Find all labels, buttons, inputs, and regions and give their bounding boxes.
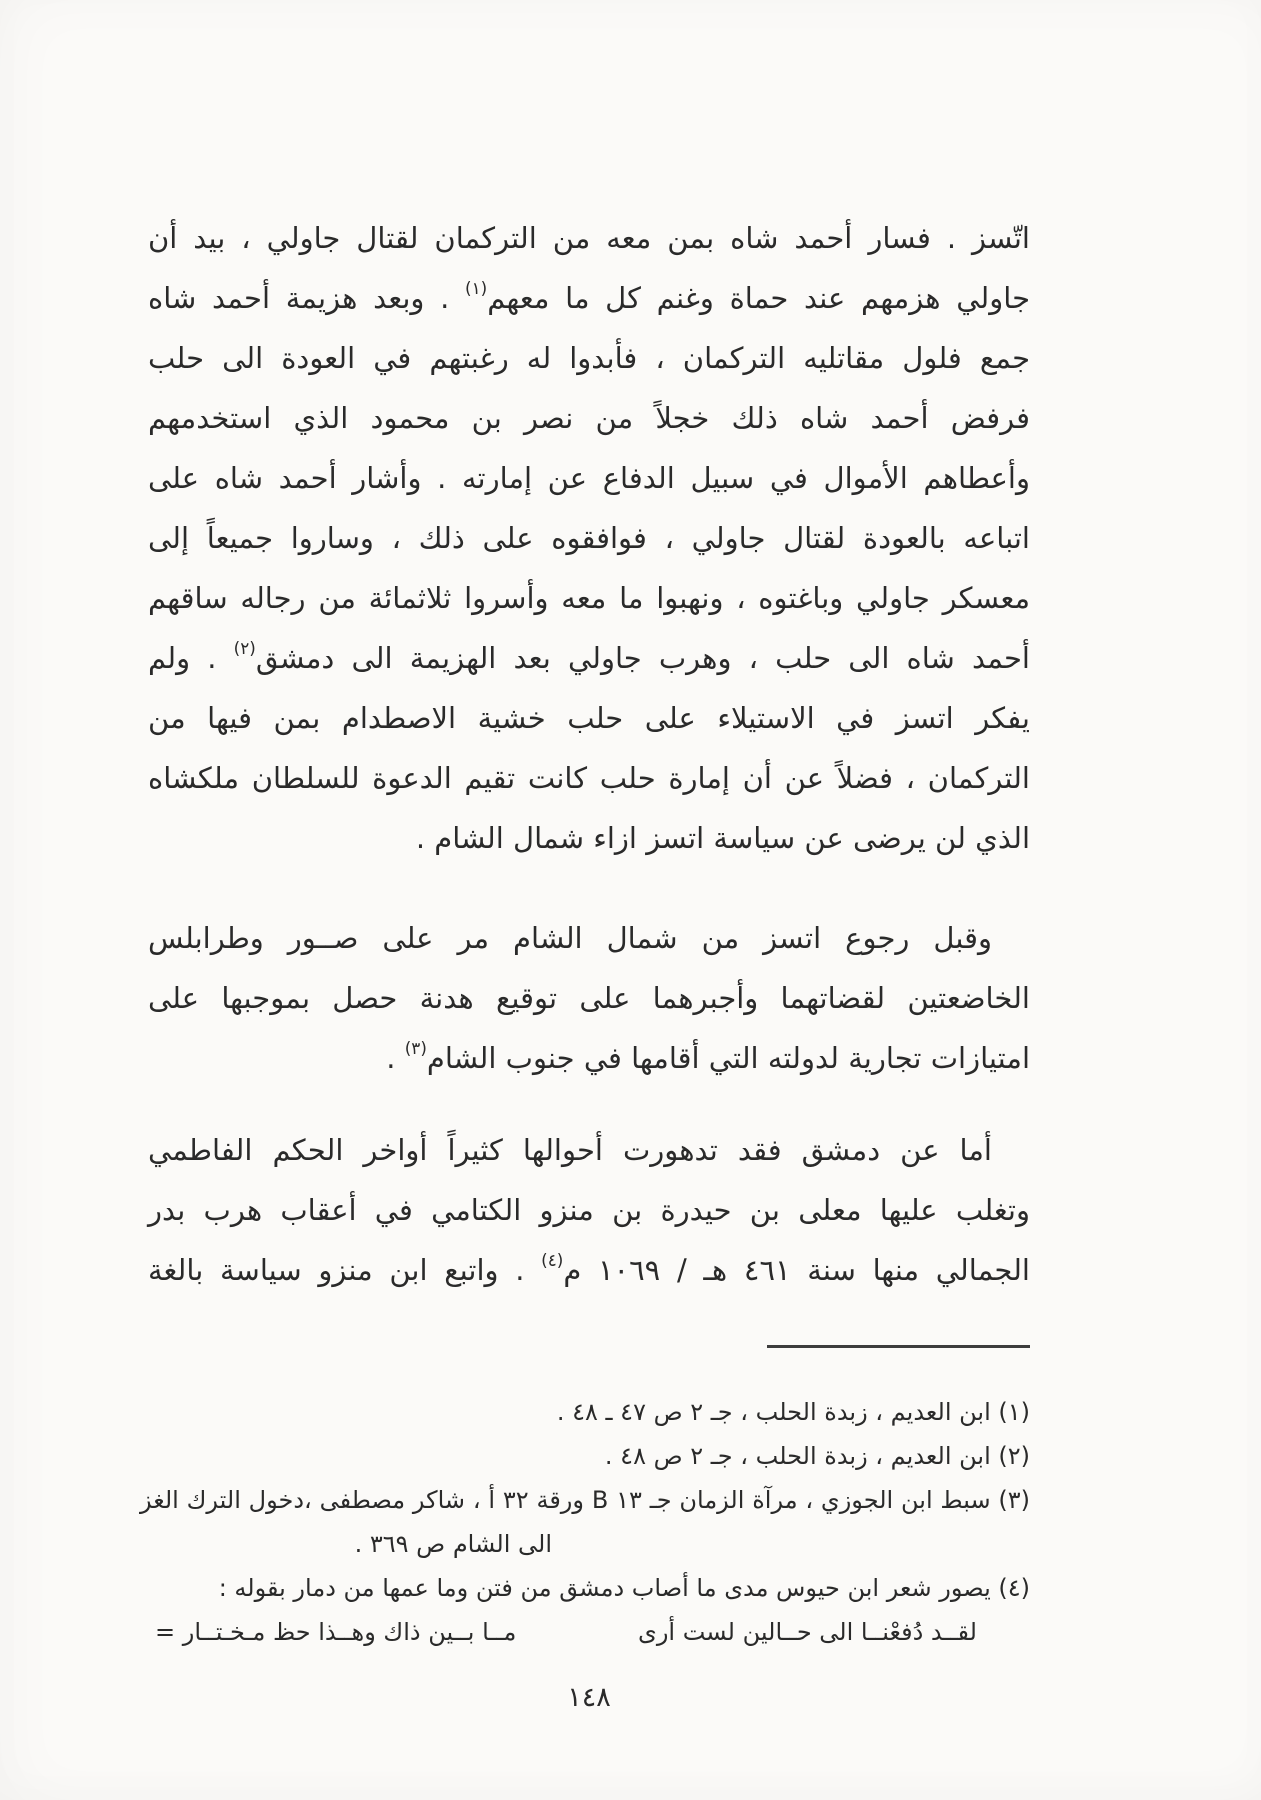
body-line-3: جمع فلول مقاتليه التركمان ، فأبدوا له رغبتهم في العودة الى حلب (148, 341, 1030, 375)
paragraph-1 (148, 208, 1030, 868)
body-line-12: وقبل رجوع اتسز من شمال الشام مر على صــور وطرابلس (148, 921, 992, 955)
body-line-8 (148, 628, 1030, 688)
page-number: ١٤٨ (567, 1682, 611, 1713)
verse-left-hemistich: مــا بــين ذاك وهــذا حظ مـخـتــار = (155, 1618, 517, 1646)
footnote-ref-4: (٤) (541, 1250, 564, 1270)
body-line-6: اتباعه بالعودة لقتال جاولي ، فوافقوه على ذلك ، وساروا جميعاً إلى (148, 521, 1030, 555)
text-segment: . وبعد هزيمة أحمد شاه (148, 281, 466, 315)
body-line-11: الذي لن يرضى عن سياسة اتسز ازاء شمال الشام . (415, 821, 1030, 855)
footnote-ref-1: (١) (465, 278, 488, 298)
paragraph-3 (148, 1120, 1030, 1300)
body-line-7: معسكر جاولي وباغتوه ، ونهبوا ما معه وأسروا ثلاثمائة من رجاله ساقهم (148, 581, 1030, 615)
footnote-3-line-2: الى الشام ص ٣٦٩ . (354, 1530, 552, 1558)
body-line-9: يفكر اتسز في الاستيلاء على حلب خشية الاصطدام بمن فيها من (148, 701, 1030, 735)
body-text (148, 208, 1030, 1300)
text-segment: امتيازات تجارية لدولته التي أقامها في جنوب الشام (426, 1041, 1030, 1075)
verse-right-hemistich: لقــد دُفعْنــا الى حــالين لست أرى (638, 1618, 977, 1646)
text-segment: . ولم (148, 641, 234, 675)
text-segment: الجمالي منها سنة ٤٦١ هـ / ١٠٦٩ م (563, 1253, 1030, 1287)
body-line-14 (148, 1028, 1030, 1088)
body-line-13: الخاضعتين لقضاتهما وأجبرهما على توقيع هدنة حصل بموجبها على (148, 981, 1030, 1015)
body-line-16: وتغلب عليها معلى بن حيدرة بن منزو الكتامي في أعقاب هرب بدر (148, 1193, 1030, 1227)
body-line-2 (148, 268, 1030, 328)
footnote-ref-2: (٢) (233, 638, 256, 658)
text-segment: جاولي هزمهم عند حماة وغنم كل ما معهم (487, 281, 1030, 315)
body-line-4: فرفض أحمد شاه ذلك خجلاً من نصر بن محمود الذي استخدمهم (148, 401, 1030, 435)
text-segment: أحمد شاه الى حلب ، وهرب جاولي بعد الهزيمة الى دمشق (255, 641, 1030, 675)
body-line-5: وأعطاهم الأموال في سبيل الدفاع عن إمارته . وأشار أحمد شاه على (148, 461, 1030, 495)
text-segment: . واتبع ابن منزو سياسة بالغة (148, 1253, 542, 1287)
footnotes-section (140, 1390, 1030, 1654)
footnote-ref-3: (٣) (404, 1038, 427, 1058)
body-line-10: التركمان ، فضلاً عن أن إمارة حلب كانت تقيم الدعوة للسلطان ملكشاه (148, 761, 1030, 795)
paragraph-2 (148, 908, 1030, 1088)
footnote-3-line-1: (٣) سبط ابن الجوزي ، مرآة الزمان جـ ١٣ B ورقة ٣٢ أ ، شاكر مصطفى ،دخول الترك الغز (140, 1486, 1031, 1514)
poetry-line (140, 1610, 1030, 1654)
body-line-15: أما عن دمشق فقد تدهورت أحوالها كثيراً أواخر الحكم الفاطمي (148, 1133, 992, 1167)
body-line-17 (148, 1240, 1030, 1300)
footnote-divider (767, 1345, 1030, 1348)
footnote-2: (٢) ابن العديم ، زبدة الحلب ، جـ ٢ ص ٤٨ . (604, 1442, 1030, 1470)
body-line-1: اتّسز . فسار أحمد شاه بمن معه من التركمان لقتال جاولي ، بيد أن (148, 221, 1030, 255)
text-segment: . (386, 1041, 405, 1075)
footnote-4: (٤) يصور شعر ابن حيوس مدى ما أصاب دمشق من فتن وما عمها من دمار بقوله : (218, 1574, 1030, 1602)
footnote-1: (١) ابن العديم ، زبدة الحلب ، جـ ٢ ص ٤٧ ـ ٤٨ . (556, 1398, 1030, 1426)
